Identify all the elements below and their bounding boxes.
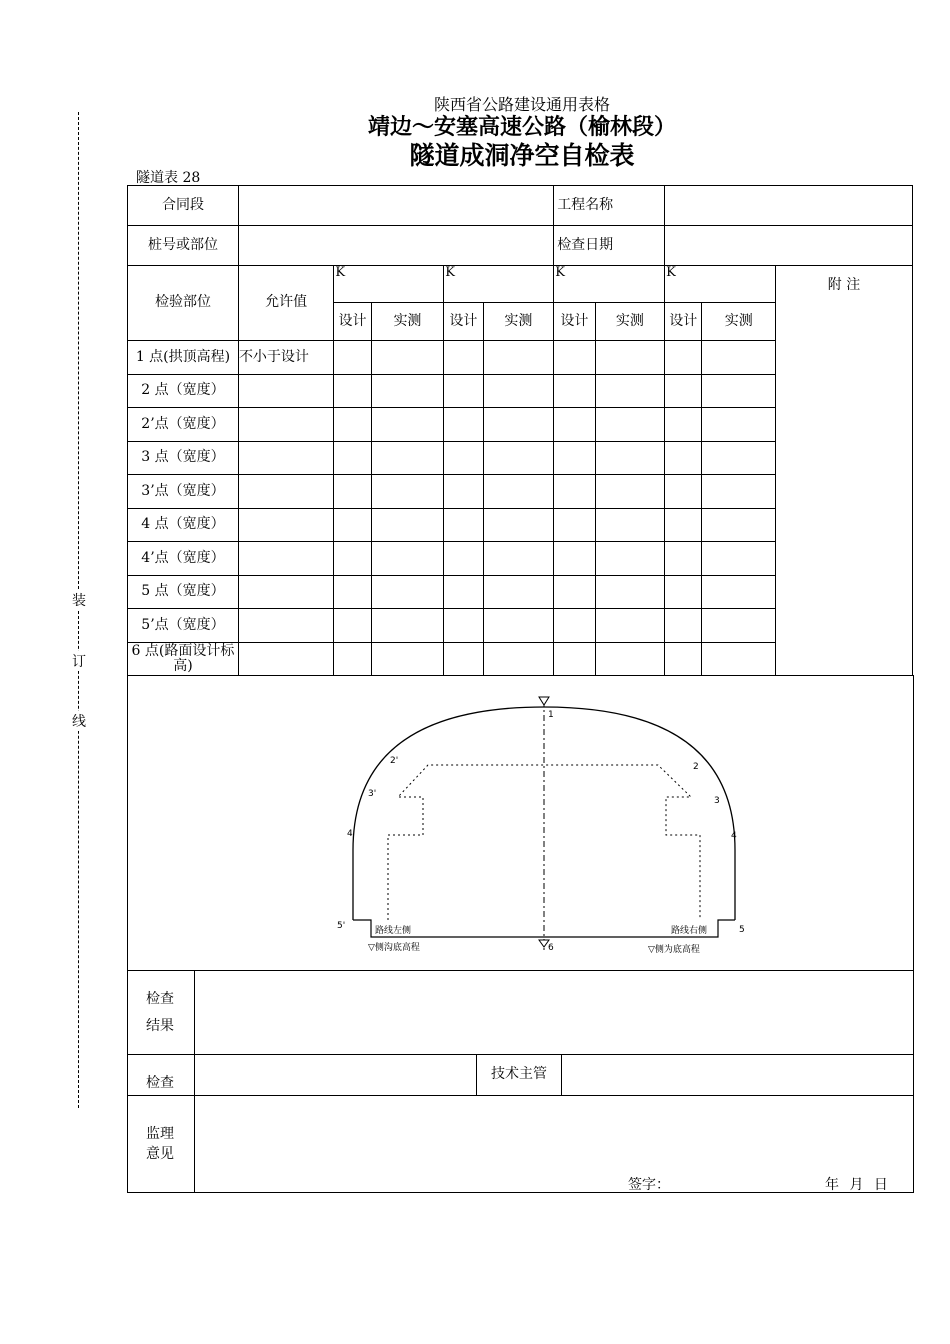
supervision-label-line1: 监理: [146, 1125, 174, 1142]
point-label-1: 1: [548, 710, 554, 720]
value-cell[interactable]: [554, 643, 595, 676]
point-label-6: 6: [548, 943, 554, 953]
value-cell[interactable]: [595, 542, 664, 576]
diagram-panel: [127, 675, 914, 971]
row-allowed: 不小于设计: [238, 341, 333, 375]
value-cell[interactable]: [483, 643, 554, 676]
form-title: 隧道成洞净空自检表: [409, 141, 635, 170]
value-cell[interactable]: [595, 576, 664, 609]
value-cell[interactable]: [483, 542, 554, 576]
k-station-4[interactable]: K: [665, 266, 776, 303]
value-cell[interactable]: [665, 475, 702, 509]
row-position: 5’点（宽度）: [128, 609, 239, 643]
point-label-4p: 4': [347, 829, 356, 839]
contract-label: 合同段: [128, 186, 239, 226]
row-allowed: [238, 509, 333, 542]
check-date-field[interactable]: [665, 226, 913, 266]
value-cell[interactable]: [444, 643, 483, 676]
right-side-label: 路线右侧: [671, 926, 708, 936]
value-cell[interactable]: [334, 341, 371, 375]
project-title: 靖边～安塞高速公路（榆林段）: [367, 115, 676, 140]
check-date-label: 检查日期: [554, 226, 665, 266]
measured-header: 实测: [483, 303, 554, 341]
value-cell[interactable]: [702, 442, 776, 475]
value-cell[interactable]: [595, 408, 664, 442]
value-cell[interactable]: [595, 643, 664, 676]
value-cell[interactable]: [702, 542, 776, 576]
row-position: 4 点（宽度）: [128, 509, 239, 542]
inspection-table: [127, 185, 913, 676]
station-label: 桩号或部位: [128, 226, 239, 266]
value-cell[interactable]: [665, 375, 702, 408]
value-cell[interactable]: [595, 341, 664, 375]
tunnel-clearance-diagram: [128, 675, 913, 970]
value-cell[interactable]: [334, 475, 371, 509]
k-station-3[interactable]: K: [554, 266, 665, 303]
row-allowed: [238, 576, 333, 609]
value-cell[interactable]: [371, 509, 444, 542]
value-cell[interactable]: [371, 542, 444, 576]
inspect-field[interactable]: [195, 1055, 477, 1096]
value-cell[interactable]: [702, 643, 776, 676]
point-label-5: 5: [739, 925, 745, 935]
result-label: [128, 971, 195, 1055]
row-position: 4’点（宽度）: [128, 542, 239, 576]
value-cell[interactable]: [595, 475, 664, 509]
col-note-header: 附 注: [776, 266, 913, 676]
value-cell[interactable]: [444, 576, 483, 609]
row-allowed: [238, 442, 333, 475]
value-cell[interactable]: [595, 609, 664, 643]
measured-header: 实测: [371, 303, 444, 341]
value-cell[interactable]: [483, 509, 554, 542]
value-cell[interactable]: [444, 408, 483, 442]
value-cell[interactable]: [665, 408, 702, 442]
supervision-label: [128, 1096, 195, 1193]
station-field[interactable]: [238, 226, 553, 266]
project-name-label: 工程名称: [554, 186, 665, 226]
value-cell[interactable]: [554, 542, 595, 576]
value-cell[interactable]: [371, 609, 444, 643]
left-ditch-label: ▽侧沟底高程: [368, 943, 420, 953]
row-position: 2 点（宽度）: [128, 375, 239, 408]
value-cell[interactable]: [444, 375, 483, 408]
value-cell[interactable]: [702, 375, 776, 408]
project-name-field[interactable]: [665, 186, 913, 226]
value-cell[interactable]: [444, 341, 483, 375]
value-cell[interactable]: [334, 509, 371, 542]
value-cell[interactable]: [595, 442, 664, 475]
value-cell[interactable]: [371, 341, 444, 375]
measured-header: 实测: [702, 303, 776, 341]
signature-label: 签字：: [628, 1177, 670, 1193]
point-label-4: 4: [731, 831, 737, 841]
row-position: 6 点(路面设计标高): [128, 643, 239, 676]
value-cell[interactable]: [554, 576, 595, 609]
design-header: 设计: [444, 303, 483, 341]
k-station-2[interactable]: K: [444, 266, 554, 303]
value-cell[interactable]: [665, 509, 702, 542]
left-side-label: 路线左侧: [375, 926, 412, 936]
value-cell[interactable]: [595, 375, 664, 408]
value-cell[interactable]: [554, 408, 595, 442]
contract-field[interactable]: [238, 186, 553, 226]
value-cell[interactable]: [334, 375, 371, 408]
result-label-line2: 结果: [146, 1017, 174, 1034]
point-label-3: 3: [714, 796, 720, 806]
value-cell[interactable]: [702, 341, 776, 375]
right-ditch-label: ▽侧为底高程: [648, 945, 700, 955]
row-position: 2’点（宽度）: [128, 408, 239, 442]
value-cell[interactable]: [483, 475, 554, 509]
value-cell[interactable]: [665, 643, 702, 676]
value-cell[interactable]: [483, 609, 554, 643]
row-position: 3 点（宽度）: [128, 442, 239, 475]
design-header: 设计: [665, 303, 702, 341]
value-cell[interactable]: [371, 375, 444, 408]
value-cell[interactable]: [334, 643, 371, 676]
form-number: 隧道表 28: [136, 170, 201, 186]
point-label-5p: 5': [337, 921, 346, 931]
row-position: 1 点(拱顶高程): [128, 341, 239, 375]
value-cell[interactable]: [702, 509, 776, 542]
supervision-label-line2: 意见: [146, 1146, 174, 1162]
value-cell[interactable]: [554, 442, 595, 475]
supervision-field[interactable]: [195, 1096, 914, 1193]
row-allowed: [238, 643, 333, 676]
design-header: 设计: [554, 303, 595, 341]
value-cell[interactable]: [702, 576, 776, 609]
result-label-line1: 检查: [146, 990, 174, 1007]
row-allowed: [238, 375, 333, 408]
value-cell[interactable]: [483, 576, 554, 609]
value-cell[interactable]: [554, 375, 595, 408]
measured-header: 实测: [595, 303, 664, 341]
binding-char-xian: 线: [70, 711, 88, 731]
value-cell[interactable]: [665, 542, 702, 576]
value-cell[interactable]: [554, 609, 595, 643]
agency-header: 陕西省公路建设通用表格: [433, 95, 610, 114]
row-allowed: [238, 475, 333, 509]
value-cell[interactable]: [334, 408, 371, 442]
value-cell[interactable]: [371, 643, 444, 676]
row-position: 3’点（宽度）: [128, 475, 239, 509]
design-header: 设计: [334, 303, 371, 341]
k-station-1[interactable]: K: [334, 266, 444, 303]
value-cell[interactable]: [483, 442, 554, 475]
value-cell[interactable]: [702, 475, 776, 509]
binding-line: [78, 112, 79, 1108]
row-allowed: [238, 542, 333, 576]
value-cell[interactable]: [444, 442, 483, 475]
value-cell[interactable]: [371, 408, 444, 442]
point-label-2: 2: [693, 762, 699, 772]
result-field[interactable]: [195, 971, 914, 1055]
value-cell[interactable]: [444, 475, 483, 509]
value-cell[interactable]: [554, 509, 595, 542]
value-cell[interactable]: [483, 375, 554, 408]
point-label-2p: 2': [390, 756, 399, 766]
value-cell[interactable]: [554, 475, 595, 509]
value-cell[interactable]: [371, 576, 444, 609]
inspect-label: 检查: [128, 1055, 195, 1096]
value-cell[interactable]: [334, 542, 371, 576]
tech-supervisor-label: 技术主管: [477, 1055, 562, 1096]
col-position-header: 检验部位: [128, 266, 239, 341]
value-cell[interactable]: [554, 341, 595, 375]
tech-supervisor-field[interactable]: [562, 1055, 914, 1096]
value-cell[interactable]: [334, 609, 371, 643]
row-allowed: [238, 408, 333, 442]
value-cell[interactable]: [444, 509, 483, 542]
value-cell[interactable]: [371, 442, 444, 475]
value-cell[interactable]: [334, 442, 371, 475]
value-cell[interactable]: [665, 576, 702, 609]
value-cell[interactable]: [702, 609, 776, 643]
date-label: 年 月 日: [825, 1177, 888, 1193]
value-cell[interactable]: [444, 542, 483, 576]
value-cell[interactable]: [483, 341, 554, 375]
binding-char-zhuang: 装: [70, 590, 88, 610]
footer-table: [127, 970, 914, 1193]
col-allowed-header: 允许值: [238, 266, 333, 341]
value-cell[interactable]: [371, 475, 444, 509]
value-cell[interactable]: [444, 609, 483, 643]
point-label-3p: 3': [368, 789, 377, 799]
value-cell[interactable]: [483, 408, 554, 442]
value-cell[interactable]: [665, 442, 702, 475]
value-cell[interactable]: [665, 341, 702, 375]
value-cell[interactable]: [334, 576, 371, 609]
value-cell[interactable]: [595, 509, 664, 542]
crown-marker-icon: [539, 697, 549, 705]
row-position: 5 点（宽度）: [128, 576, 239, 609]
value-cell[interactable]: [702, 408, 776, 442]
row-allowed: [238, 609, 333, 643]
value-cell[interactable]: [665, 609, 702, 643]
binding-char-ding: 订: [70, 651, 88, 671]
